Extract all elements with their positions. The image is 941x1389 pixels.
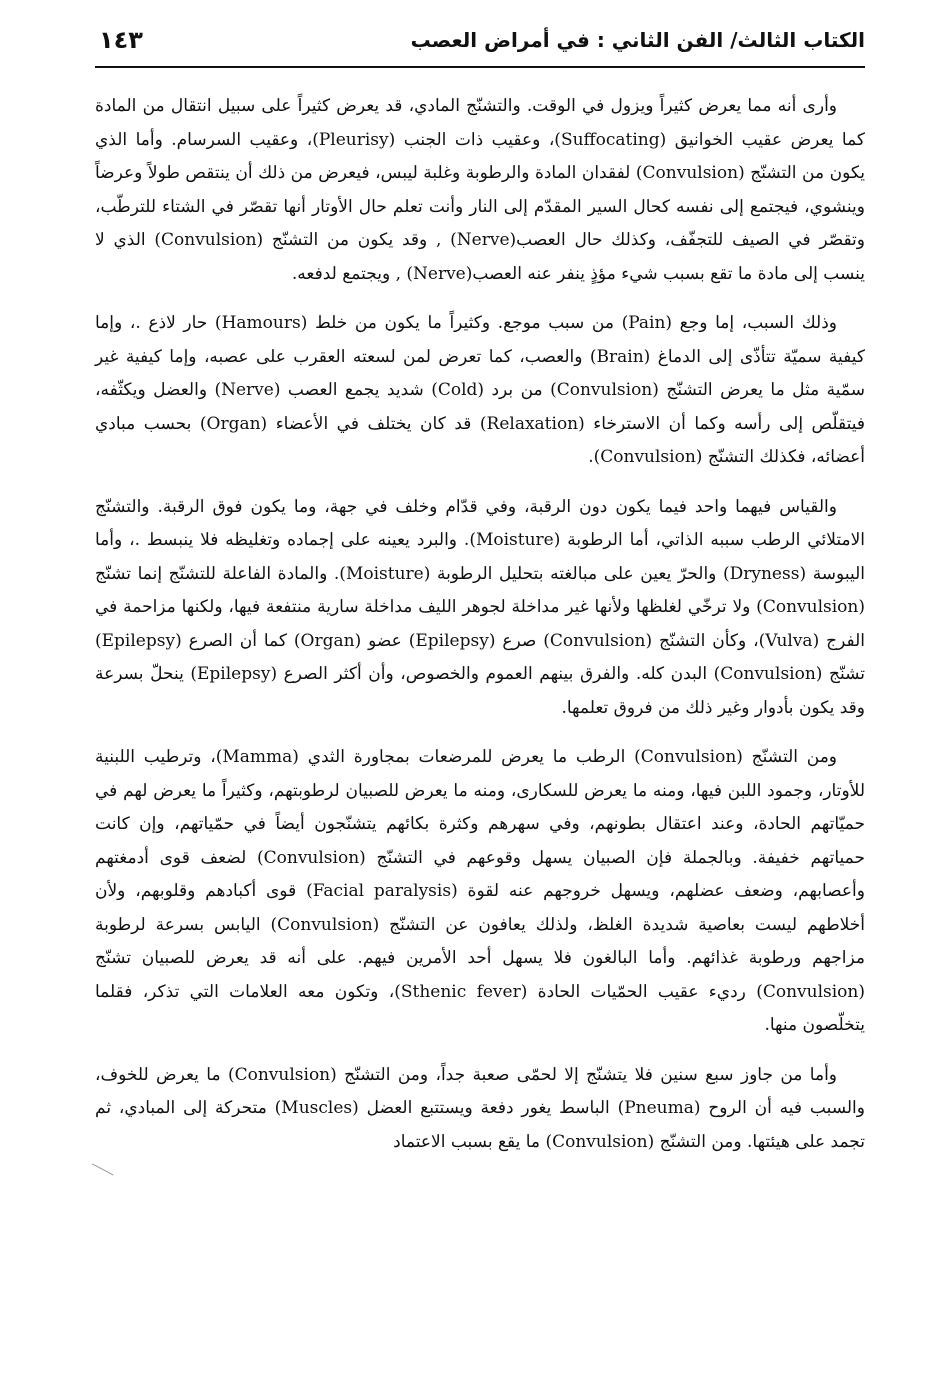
page-number: ١٤٣ bbox=[99, 26, 143, 54]
body-text bbox=[95, 90, 865, 1159]
paragraph-4: ومن التشنّج (Convulsion) الرطب ما يعرض للمرضعات بمجاورة الثدي (Mamma)، وترطيب اللبنية للأوتار، وجمود اللبن فيها، ومنه ما يعرض للسكارى، ومنه ما يعرض للصبيان لرطوبتهم، وكثيراً ما يعرض لهم في حميّاتهم الحادة، وعند اعتقال بطونهم، وفي سهرهم وكثرة بكائهم يتشنّجون أيضاً في حمّياتهم، وإن كانت حمياتهم خفيفة. وبالجملة فإن الصبيان يسهل وقوعهم في التشنّج (Convulsion) لضعف قوى أدمغتهم وأعصابهم، وضعف عضلهم، ويسهل خروجهم عنه لقوة (Facial paralysis) قوى أكبادهم وقلوبهم، ولأن أخلاطهم ليست بعاصية شديدة الغلظ، ولذلك يعافون عن التشنّج (Convulsion) اليابس بسرعة لرطوبة مزاجهم ورطوبة غذائهم. وأما البالغون فلا يسهل أحد الأمرين فيهم. على أنه قد يعرض للصبيان تشنّج (Convulsion) رديء عقيب الحمّيات الحادة (Sthenic fever)، وتكون معه العلامات التي تذكر، فقلما يتخلّصون منها. bbox=[95, 747, 866, 1035]
book-page bbox=[95, 22, 865, 1382]
paragraph-3: والقياس فيهما واحد فيما يكون دون الرقبة، وفي قدّام وخلف في جهة، وما يكون فوق الرقبة. والتشنّج الامتلائي الرطب سببه الذاتي، أما الرطوبة (Moisture). والبرد يعينه على إجماده وتغليظه فلا ينبسط .، وأما اليبوسة (Dryness) والحرّ يعين على مبالغته بتحليل الرطوبة (Moisture). والمادة الفاعلة للتشنّج إنما تشنّج (Convulsion) ولا ترخّي لغلظها ولأنها غير مداخلة لجوهر الليف مداخلة سارية منتفعة فيها، ولكنها مزاحمة في الفرج (Vulva)، وكأن التشنّج (Convulsion) صرع (Epilepsy) عضو (Organ) كما أن الصرع (Epilepsy) تشنّج (Convulsion) البدن كله. والفرق بينهم العموم والخصوص، وأن أكثر الصرع (Epilepsy) ينحلّ بسرعة وقد يكون بأدوار وغير ذلك من فروق تعلمها. bbox=[95, 496, 866, 718]
paragraph-1: وأرى أنه مما يعرض كثيراً ويزول في الوقت. والتشنّج المادي، قد يعرض كثيراً على سبيل انتقال من المادة كما يعرض عقيب الخوانيق (Suffocating)، وعقيب ذات الجنب (Pleurisy)، وعقيب السرسام. وأما الذي يكون من التشنّج (Convulsion) لفقدان المادة والرطوبة وغلبة ليبس، فيعرض من ذلك أن ينتقص طولاً وعرضاً وينشوي، فيجتمع إلى نفسه كحال السير المقدّم إلى النار وأنت تعلم حال الأوتار أنها تقصّر في الشتاء للترطّب، وتقصّر في الصيف للتجفّف، وكذلك حال العصب(Nerve) , وقد يكون من التشنّج (Convulsion) الذي لا ينسب إلى مادة ما تقع بسبب شيء مؤذٍ ينفر عنه العصب(Nerve) , ويجتمع لدفعه. bbox=[95, 96, 866, 284]
paragraph-2: وذلك السبب، إما وجع (Pain) من سبب موجع. وكثيراً ما يكون من خلط (Hamours) حار لاذع .، وإما كيفية سميّة تتأذّى إلى الدماغ (Brain) والعصب، كما تعرض لمن لسعته العقرب على عصبه، وإما كيفية غير سمّية مثل ما يعرض التشنّج (Convulsion) من برد (Cold) شديد يجمع العصب (Nerve) والعضل ويكثّفه، فيتقلّص إلى رأسه وكما أن الاسترخاء (Relaxation) قد كان يختلف في الأعضاء (Organ) بحسب مبادي أعضائه، فكذلك التشنّج (Convulsion). bbox=[95, 313, 865, 467]
paragraph-5: وأما من جاوز سبع سنين فلا يتشنّج إلا لحمّى صعبة جداً، ومن التشنّج (Convulsion) ما يعرض للخوف، والسبب فيه أن الروح (Pneuma) الباسط يغور دفعة ويستتبع العضل (Muscles) متحركة إلى المبادي، ثم تجمد على هيئتها. ومن التشنّج (Convulsion) ما يقع بسبب الاعتماد bbox=[95, 1064, 865, 1152]
page-header bbox=[95, 22, 865, 68]
running-title: الكتاب الثالث/ الفن الثاني : في أمراض العصب bbox=[410, 28, 865, 52]
